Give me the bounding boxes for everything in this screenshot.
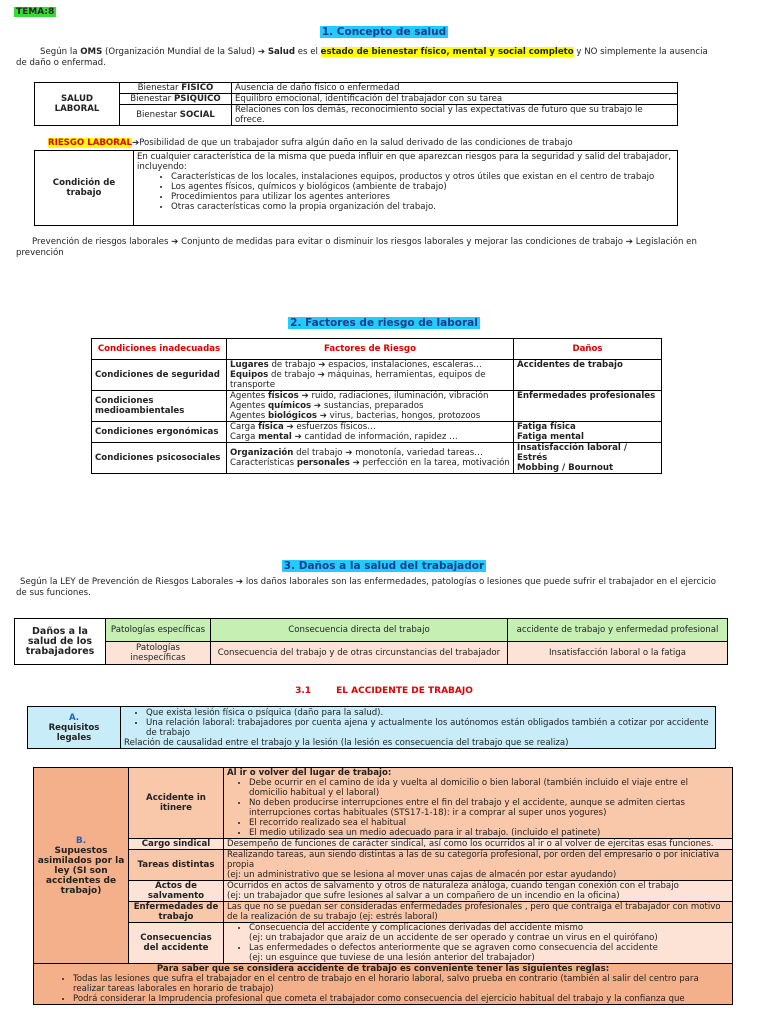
- table-row: Condiciones de seguridad Lugares de trabajo ➔ espacios, instalaciones, escaleras… Equipos de trabajo ➔ máquinas, herramientas, equipos de transporte Accidentes de trabajo: [92, 360, 662, 391]
- danos-label: Daños a la salud de los trabajadores: [15, 619, 106, 665]
- arrow-icon: ➔: [171, 237, 179, 247]
- list-item: • El recorrido realizado sea el habitual: [249, 818, 729, 828]
- list-item: • Debe ocurrir en el camino de ida y vuelta al domicilio o bien laboral (también incluido el viaje entre el domicilio habitual y el laboral): [249, 778, 729, 798]
- bienestar-fisico-desc: Ausencia de daño físico o enfermedad: [232, 83, 678, 94]
- factores-riesgo-table: [91, 338, 662, 474]
- header-danos: Daños: [514, 339, 662, 360]
- bienestar-psiquico-desc: Equilibro emocional, identificación del trabajador con su tarea: [232, 94, 678, 105]
- table-row: Condiciones ergonómicas Carga física ➔ esfuerzos físicos… Carga mental ➔ cantidad de información, rapidez … Fatiga física Fatiga mental: [92, 422, 662, 443]
- list-item: • No deben producirse interrupciones entre el fin del trabajo y el accidente, aunque se admiten ciertas interrupciones cortas habituales (STS17-1-18): ir a comprar al super unos yogures): [249, 798, 729, 818]
- condicion-list: [137, 172, 674, 212]
- health-definition: Según la OMS (Organización Mundial de la Salud) ➔ Salud es el estado de bienestar físico, mental y social completo y NO simplemente la ausencia de daño o enfermad.: [16, 47, 708, 68]
- list-item: • Podrá considerar la Imprudencia profesional que cometa el trabajador como consecuencia del ejercicio habitual del trabajo y la confianza que: [73, 994, 729, 1004]
- list-item: • Características de los locales, instalaciones equipos, productos y otros útiles que existan en el centro de trabajo: [171, 172, 674, 182]
- rules-cell: Para saber que se considera accidente de trabajo es conveniente tener las siguientes reglas: • Todas las lesiones que sufra el trabajador en el centro de trabajo en el horario laboral, salvo prueba en contrario (también al salir del centro para realizar tareas laborales en horario de trabajo) • Podrá considerar la Imprudencia profesional que cometa el trabajador como consecuencia del ejercicio habitual del trabajo y la confianza que: [34, 964, 733, 1005]
- list-item: • Consecuencia del accidente y complicaciones derivadas del accidente mismo (ej: un trabajador que araiz de un accidente de ser operado y contrae un virus en el quirófano): [249, 923, 729, 943]
- bienestar-fisico: Bienestar FISICO: [120, 83, 232, 94]
- list-item: • Procedimientos para utilizar los agentes anteriores: [171, 192, 674, 202]
- topic-tag: TEMA:8: [16, 7, 55, 17]
- table-row: Condiciones psicosociales Organización del trabajo ➔ monotonía, variedad tareas… Características personales ➔ perfección en la tarea, motivación Insatisfacción laboral / Estrés Mobbing / Bournout: [92, 443, 662, 474]
- subsection-title: 3.1 EL ACCIDENTE DE TRABAJO: [295, 686, 473, 696]
- riesgo-laboral-definition: RIESGO LABORAL➔Posibilidad de que un trabajador sufra algún daño en la salud derivado de las condiciones de trabajo: [48, 138, 573, 148]
- condicion-content: En cualquier característica de la misma que pueda influir en que aparezcan riesgos para la seguridad y salid del trabajador, incluyendo: • Características de los locales, instalaciones equipos, productos y otros útiles que existan en el centro de trabajo • Los agentes físicos, químicos y biológicos (ambiente de trabajo) • Procedimientos para utilizar los agentes anteriores • Otras características como la propia organización del trabajo.: [134, 151, 678, 226]
- section-1-title: 1. Concepto de salud: [321, 26, 447, 38]
- bienestar-psiquico: Bienestar PSIQUICO: [120, 94, 232, 105]
- condicion-label: Condición de trabajo: [35, 151, 134, 226]
- danos-table: Daños a la salud de los trabajadores Patologías específicas Consecuencia directa del trabajo accidente de trabajo y enfermedad profesional Patologías inespecíficas Consecuencia del trabajo y de otras circunstancias del trabajador Insatisfacción laboral o la fatiga: [14, 618, 728, 665]
- arrow-icon: ➔: [257, 47, 266, 57]
- list-item: • Todas las lesiones que sufra el trabajador en el centro de trabajo en el horario laboral, salvo prueba en contrario (también al salir del centro para realizar tareas laborales en horario de trabajo): [73, 974, 729, 994]
- salud-laboral-label: SALUD LABORAL: [35, 83, 120, 126]
- arrow-icon: ➔: [131, 138, 140, 148]
- condicion-trabajo-table: [34, 150, 678, 226]
- list-item: • Una relación laboral: trabajadores por cuenta ajena y actualmente los autónomos están obligados también a cotizar por accidente de trabajo: [146, 718, 712, 738]
- arrow-icon: ➔: [235, 577, 244, 587]
- requisitos-table: A. Requisitos legales • Que exista lesión física o psíquica (daño para la salud). • Una relación laboral: trabajadores por cuenta ajena y actualmente los autónomos están obligados también a cotizar por accidente de trabajo Relación de causalidad entre el trabajo y la lesión (la lesión es consecuencia del trabajo que se realiza): [27, 706, 716, 749]
- list-item: • Los agentes físicos, químicos y biológicos (ambiente de trabajo): [171, 182, 674, 192]
- section-2-title: 2. Factores de riesgo de laboral: [290, 317, 478, 329]
- list-item: • Las enfermedades o defectos anteriormente que se agraven como consecuencia del accidente (ej: un esguince que tuviese de una lesión anterior del trabajador): [249, 943, 729, 963]
- danos-definition: Según la LEY de Prevención de Riesgos Laborales ➔ los daños laborales son las enfermedades, patologías o lesiones que puede sufrir el trabajador en el ejercicio de sus funciones.: [16, 577, 716, 598]
- prevencion-definition: Prevención de riesgos laborales ➔ Conjunto de medidas para evitar o disminuir los riesgos laborales y mejorar las condiciones de trabajo ➔ Legislación en prevención: [16, 237, 697, 258]
- salud-laboral-table: [34, 82, 678, 126]
- table-row: Condiciones medioambientales Agentes físicos ➔ ruido, radiaciones, iluminación, vibración Agentes químicos ➔ sustancias, preparados Agentes biológicos ➔ virus, bacterias, hongos, protozoos Enfermedades profesionales: [92, 391, 662, 422]
- arrow-icon: ➔: [625, 237, 633, 247]
- supuestos-label: B. Supuestos asimilados por la ley (SI son accidentes de trabajo): [34, 768, 129, 964]
- list-item: • El medio utilizado sea un medio adecuado para ir al trabajo. (incluido el patinete): [249, 828, 729, 838]
- header-condiciones: Condiciones inadecuadas: [92, 339, 227, 360]
- list-item: • Que exista lesión física o psíquica (daño para la salud).: [146, 708, 712, 718]
- header-factores: Factores de Riesgo: [227, 339, 514, 360]
- requisitos-label: A. Requisitos legales: [28, 707, 121, 749]
- bienestar-social-desc: Relaciones con los demás, reconocimiento social y las expectativas de futuro que su trabajo le ofrece.: [232, 105, 678, 126]
- list-item: • Otras características como la propia organización del trabajo.: [171, 202, 674, 212]
- bienestar-social: Bienestar SOCIAL: [120, 105, 232, 126]
- supuestos-table: B. Supuestos asimilados por la ley (SI son accidentes de trabajo) Accidente in itinere Al ir o volver del lugar de trabajo: • Debe ocurrir en el camino de ida y vuelta al domicilio o bien laboral (también incluido el viaje entre el domicilio habitual y el laboral) • No deben producirse interrupciones entre el fin del trabajo y el accidente, aunque se admiten ciertas interrupciones cortas habituales (STS17-1-18): ir a comprar al super unos yogures) • El recorrido realizado sea el habitual • El medio utilizado sea un medio adecuado para ir al trabajo. (incluido el patinete) Cargo sindical Desempeño de funciones de carácter sindical, así como los ocurridos al ir o al volver de ejercitas esas funciones. Tareas distintas Realizando tareas, aun siendo distintas a las de su categoría profesional, por orden del empresario o por iniciativa propia (ej: un administrativo que se lesiona al mover unas cajas de almacén por estar ayudando) Actos de salvamento Ocurridos en actos de salvamento y otros de naturaleza análoga, cuando tengan conexión con el trabajo (ej: un trabajador que sufre lesiones al salvar a un compañero de un incendio en la oficina) Enfermedades de trabajo Las que no se puedan ser consideradas enfermedades profesionales , pero que contraiga el trabajador con motivo de la realización de su trabajo (ej: estrés laboral) Consecuencias del accidente • Consecuencia del accidente y complicaciones derivadas del accidente mismo (ej: un trabajador que araiz de un accidente de ser operado y contrae un virus en el quirófano) • Las enfermedades o defectos anteriormente que se agraven como consecuencia del accidente (ej: un esguince que tuviese de una lesión anterior del trabajador) Para saber que se considera accidente de trabajo es conveniente tener las siguientes reglas: • Todas las lesiones que sufra el trabajador en el centro de trabajo en el horario laboral, salvo prueba en contrario (también al salir del centro para realizar tareas laborales en horario de trabajo) • Podrá considerar la Imprudencia profesional que cometa el trabajador como consecuencia del ejercicio habitual del trabajo y la confianza que: [33, 767, 733, 1005]
- section-3-title: 3. Daños a la salud del trabajador: [283, 560, 485, 572]
